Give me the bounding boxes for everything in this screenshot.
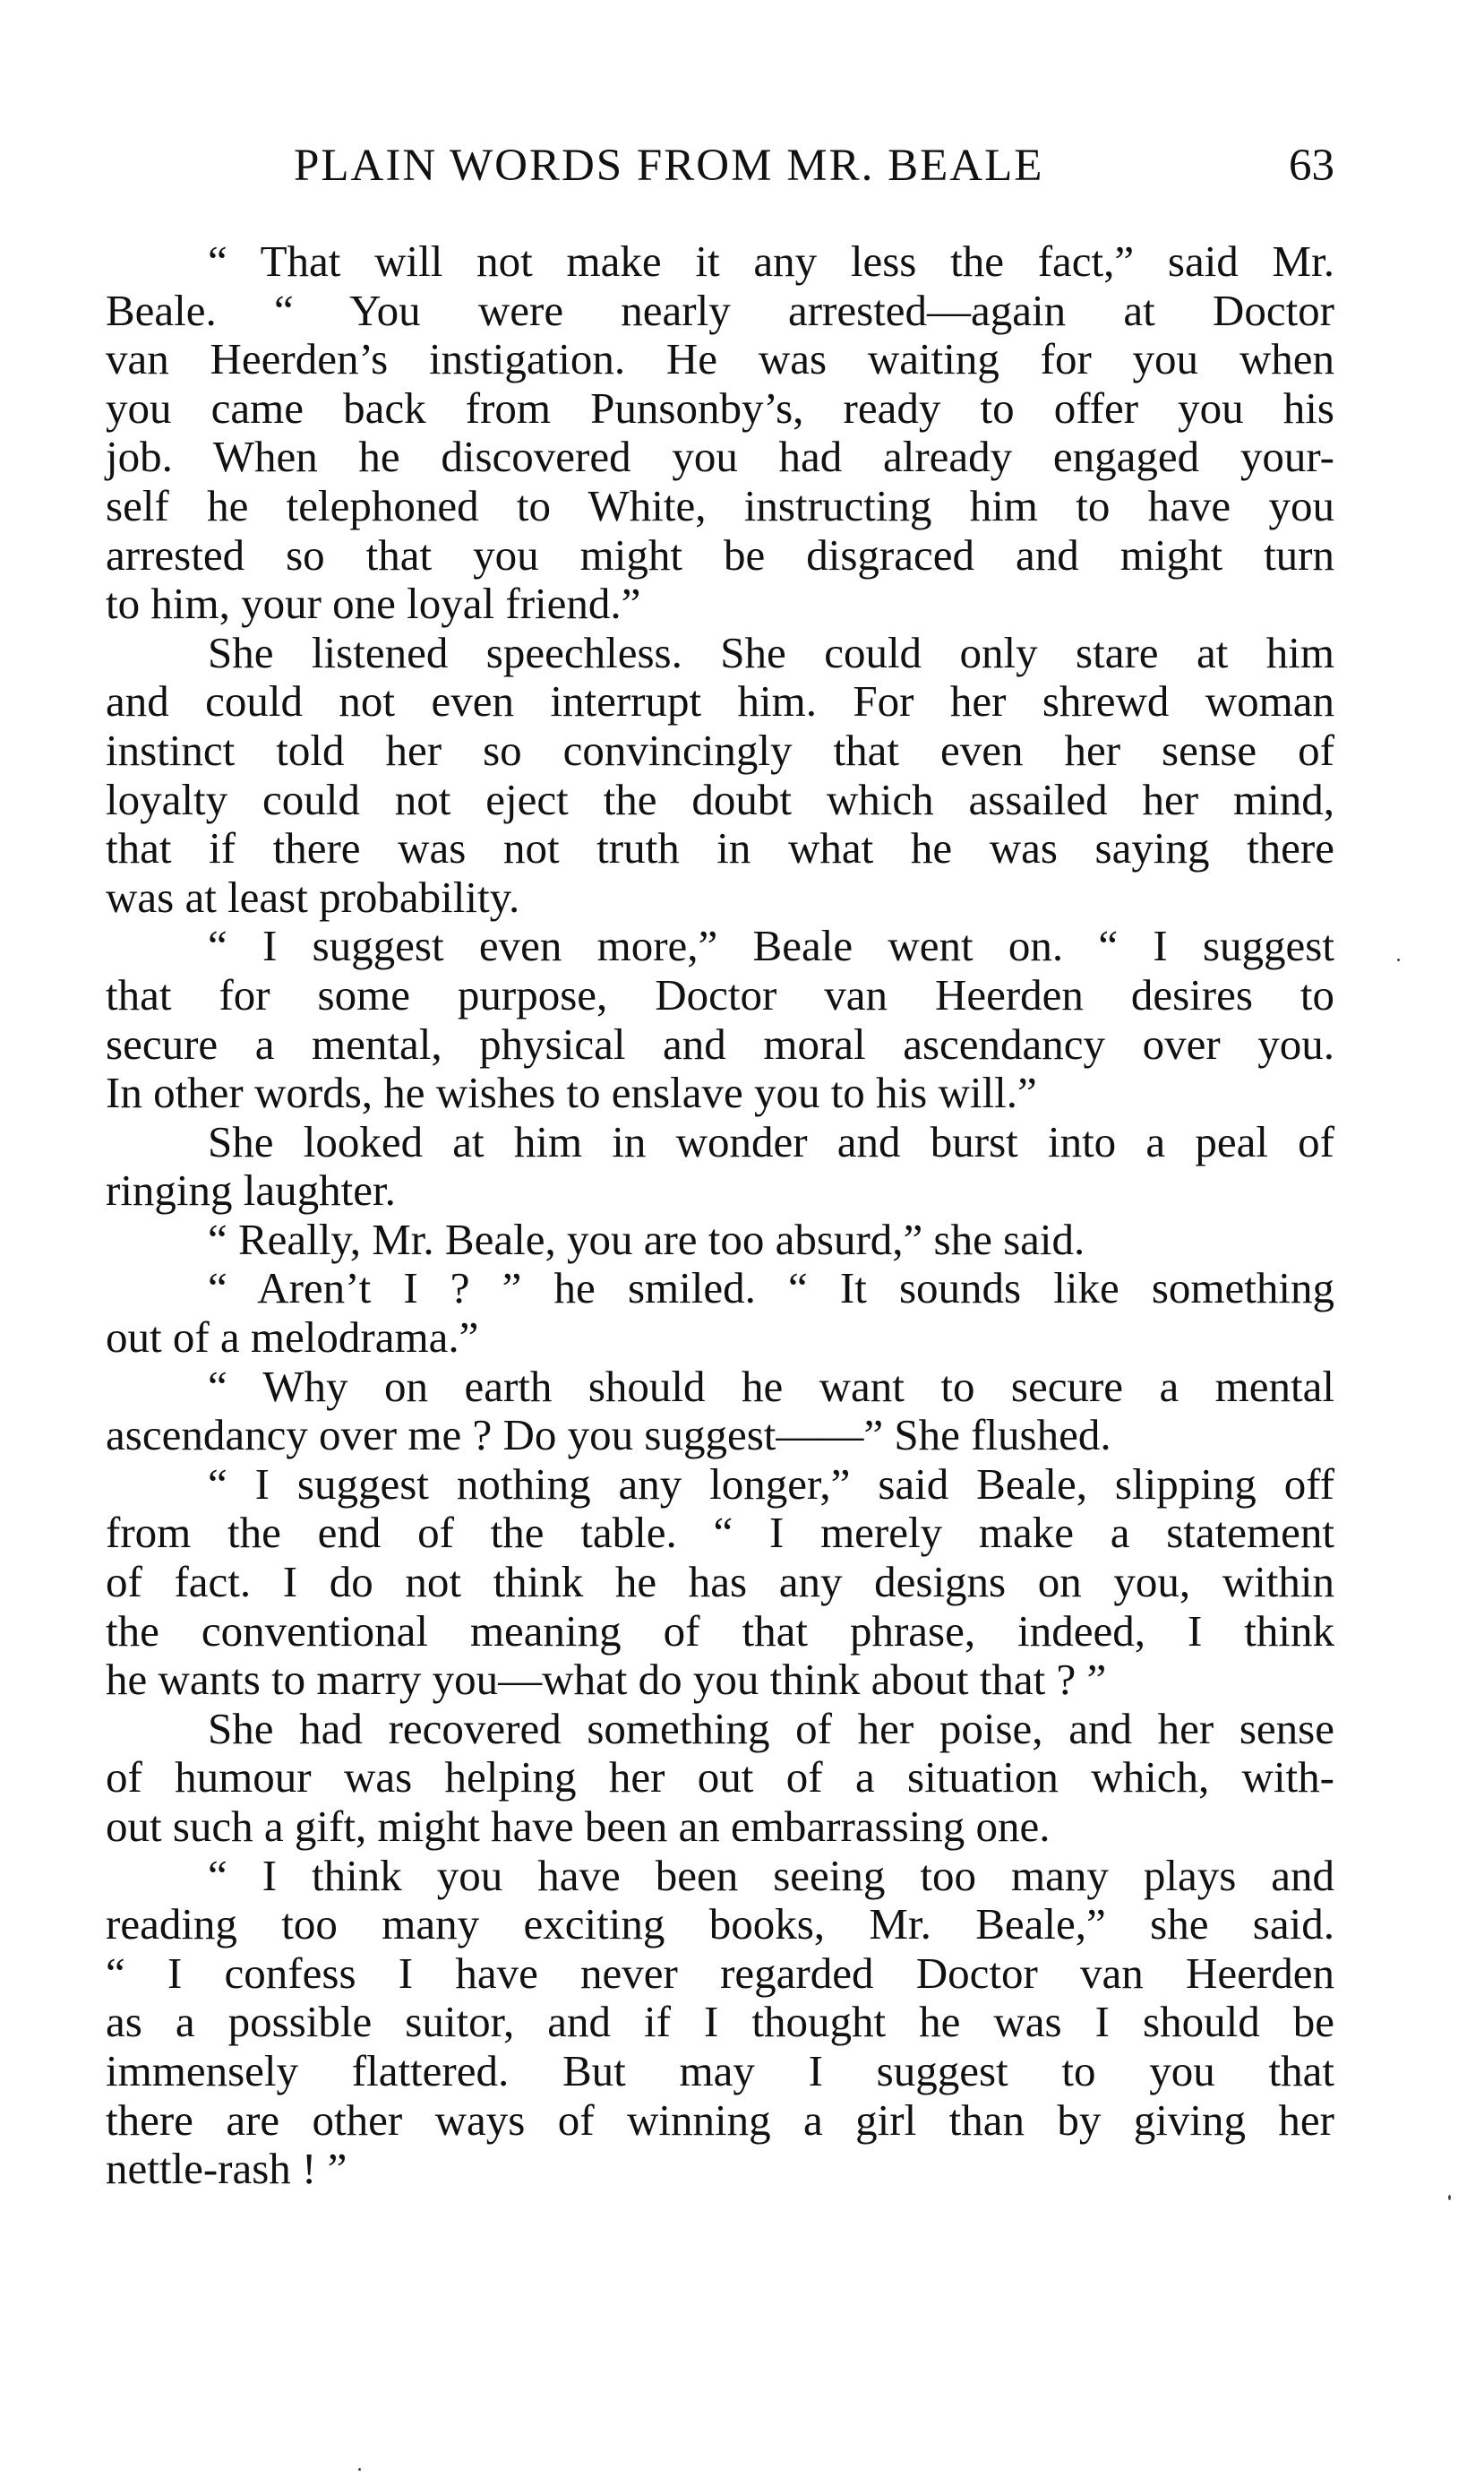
text-line: and could not even interrupt him. For her shrewd woman bbox=[106, 676, 1334, 727]
text-line: “ I think you have been seeing too many plays and bbox=[208, 1850, 1334, 1900]
text-line: secure a mental, physical and moral ascendancy over you. bbox=[106, 1019, 1334, 1069]
text-body bbox=[106, 237, 1334, 2194]
text-line: you came back from Punsonby’s, ready to offer you his bbox=[106, 383, 1334, 433]
text-line: In other words, he wishes to enslave you to his will.” bbox=[106, 1068, 1037, 1118]
text-line: reading too many exciting books, Mr. Beale,” she said. bbox=[106, 1899, 1334, 1949]
text-line: “ I confess I have never regarded Doctor van Heerden bbox=[106, 1948, 1334, 1998]
page-number: 63 bbox=[1289, 141, 1334, 191]
paragraph bbox=[106, 1216, 1334, 1265]
text-line: was at least probability. bbox=[106, 872, 520, 922]
text-line: of fact. I do not think he has any designs on you, within bbox=[106, 1557, 1334, 1607]
paragraph bbox=[106, 1118, 1334, 1216]
paragraph bbox=[106, 629, 1334, 923]
text-line: immensely flattered. But may I suggest to you that bbox=[106, 2045, 1334, 2095]
text-line: the conventional meaning of that phrase, indeed, I think bbox=[106, 1605, 1334, 1656]
text-line: “ Why on earth should he want to secure a mental bbox=[208, 1361, 1334, 1411]
text-line: from the end of the table. “ I merely make a statement bbox=[106, 1508, 1334, 1558]
text-line: to him, your one loyal friend.” bbox=[106, 579, 641, 629]
text-line: van Heerden’s instigation. He was waiting for you when bbox=[106, 334, 1334, 384]
text-line: out such a gift, might have been an embarrassing one. bbox=[106, 1802, 1051, 1851]
paragraph bbox=[106, 1852, 1334, 2194]
text-line: nettle-rash ! ” bbox=[106, 2144, 347, 2194]
text-line: job. When he discovered you had already engaged your- bbox=[106, 432, 1334, 482]
paragraph bbox=[106, 1363, 1334, 1460]
paragraph bbox=[106, 922, 1334, 1117]
running-head bbox=[106, 134, 1334, 197]
text-line: of humour was helping her out of a situation which, with- bbox=[106, 1752, 1334, 1802]
text-line: “ Really, Mr. Beale, you are too absurd,” she said. bbox=[208, 1214, 1085, 1264]
text-line: She listened speechless. She could only stare at him bbox=[208, 627, 1334, 677]
text-line: Beale. “ You were nearly arrested—again at Doctor bbox=[106, 285, 1334, 335]
text-line: “ I suggest nothing any longer,” said Beale, slipping off bbox=[208, 1458, 1334, 1509]
text-line: that if there was not truth in what he was saying there bbox=[106, 823, 1334, 873]
text-line: arrested so that you might be disgraced and might turn bbox=[106, 529, 1334, 580]
paragraph bbox=[106, 1460, 1334, 1705]
text-line: She had recovered something of her poise, and her sense bbox=[208, 1703, 1334, 1753]
text-line: ascendancy over me ? Do you suggest——” She flushed. bbox=[106, 1410, 1111, 1460]
paragraph bbox=[106, 237, 1334, 629]
paragraph bbox=[106, 1705, 1334, 1852]
text-line: ringing laughter. bbox=[106, 1166, 396, 1216]
paragraph bbox=[106, 1264, 1334, 1362]
text-line: instinct told her so convincingly that even her sense of bbox=[106, 725, 1334, 775]
text-line: as a possible suitor, and if I thought he was I should be bbox=[106, 1997, 1334, 2047]
text-line: that for some purpose, Doctor van Heerden desires to bbox=[106, 969, 1334, 1019]
scan-speck bbox=[358, 2468, 361, 2471]
scan-speck bbox=[1397, 959, 1400, 961]
text-line: loyalty could not eject the doubt which assailed her mind, bbox=[106, 774, 1334, 824]
text-line: self he telephoned to White, instructing him to have you bbox=[106, 480, 1334, 530]
text-line: he wants to marry you—what do you think about that ? ” bbox=[106, 1655, 1107, 1705]
text-line: there are other ways of winning a girl than by giving her bbox=[106, 2095, 1334, 2145]
text-line: “ Aren’t I ? ” he smiled. “ It sounds like something bbox=[208, 1263, 1334, 1313]
text-line: “ I suggest even more,” Beale went on. “ I suggest bbox=[208, 921, 1334, 971]
scan-speck bbox=[1448, 2195, 1451, 2200]
text-line: She looked at him in wonder and burst into a peal of bbox=[208, 1116, 1334, 1166]
text-line: out of a melodrama.” bbox=[106, 1312, 479, 1363]
running-title: PLAIN WORDS FROM MR. BEALE bbox=[294, 141, 1044, 191]
text-line: “ That will not make it any less the fact,” said Mr. bbox=[208, 237, 1334, 286]
